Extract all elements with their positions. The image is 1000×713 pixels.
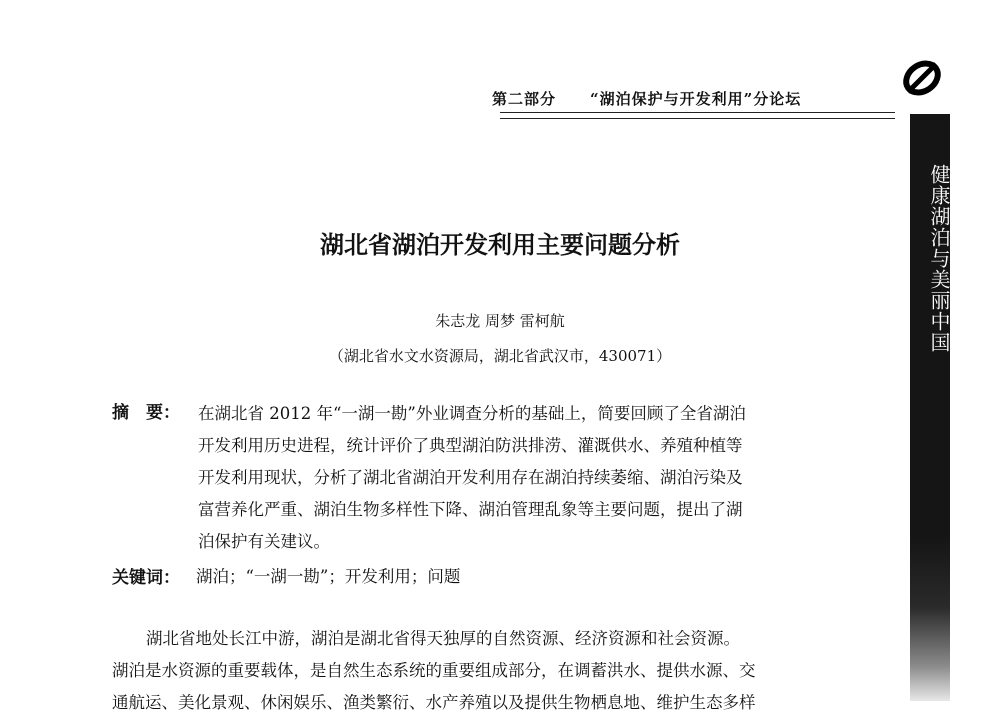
body-text-line: 湖泊是水资源的重要载体，是自然生态系统的重要组成部分，在调蓄洪水、提供水源、交: [112, 661, 756, 680]
sidebar-strip: [910, 114, 950, 701]
abstract-line: 开发利用历史进程，统计评价了典型湖泊防洪排涝、灌溉供水、养殖种植等: [198, 436, 743, 455]
sidebar-vertical-title: 健康湖泊与美丽中国: [927, 164, 951, 353]
body-text-line: 湖北省地处长江中游，湖泊是湖北省得天独厚的自然资源、经济资源和社会资源。: [146, 629, 740, 648]
abstract-line: 开发利用现状，分析了湖北省湖泊开发利用存在湖泊持续萎缩、湖泊污染及: [198, 468, 743, 487]
affiliation: （湖北省水文水资源局，湖北省武汉市，430071）: [328, 347, 672, 365]
publisher-logo-icon: [900, 52, 948, 102]
header-rule-bottom: [500, 118, 895, 119]
abstract-label: 摘 要：: [112, 403, 180, 423]
keywords-label: 关键词：: [112, 568, 180, 588]
header-part-label: 第二部分: [492, 90, 557, 108]
abstract-line: 泊保护有关建议。: [198, 532, 330, 551]
paper-title: 湖北省湖泊开发利用主要问题分析: [320, 231, 680, 259]
abstract-line: 富营养化严重、湖泊生物多样性下降、湖泊管理乱象等主要问题，提出了湖: [198, 500, 743, 519]
header-forum-label: “湖泊保护与开发利用”分论坛: [590, 90, 802, 108]
body-text-line: 通航运、美化景观、休闲娱乐、渔类繁衍、水产养殖以及提供生物栖息地、维护生态多样: [112, 693, 756, 712]
running-header: [492, 88, 892, 109]
header-rule-top: [500, 112, 895, 113]
authors: 朱志龙 周梦 雷柯航: [435, 312, 565, 330]
abstract-line: 在湖北省 2012 年“一湖一勘”外业调查分析的基础上，简要回顾了全省湖泊: [198, 404, 746, 423]
keywords: 湖泊；“一湖一勘”；开发利用；问题: [196, 567, 461, 586]
